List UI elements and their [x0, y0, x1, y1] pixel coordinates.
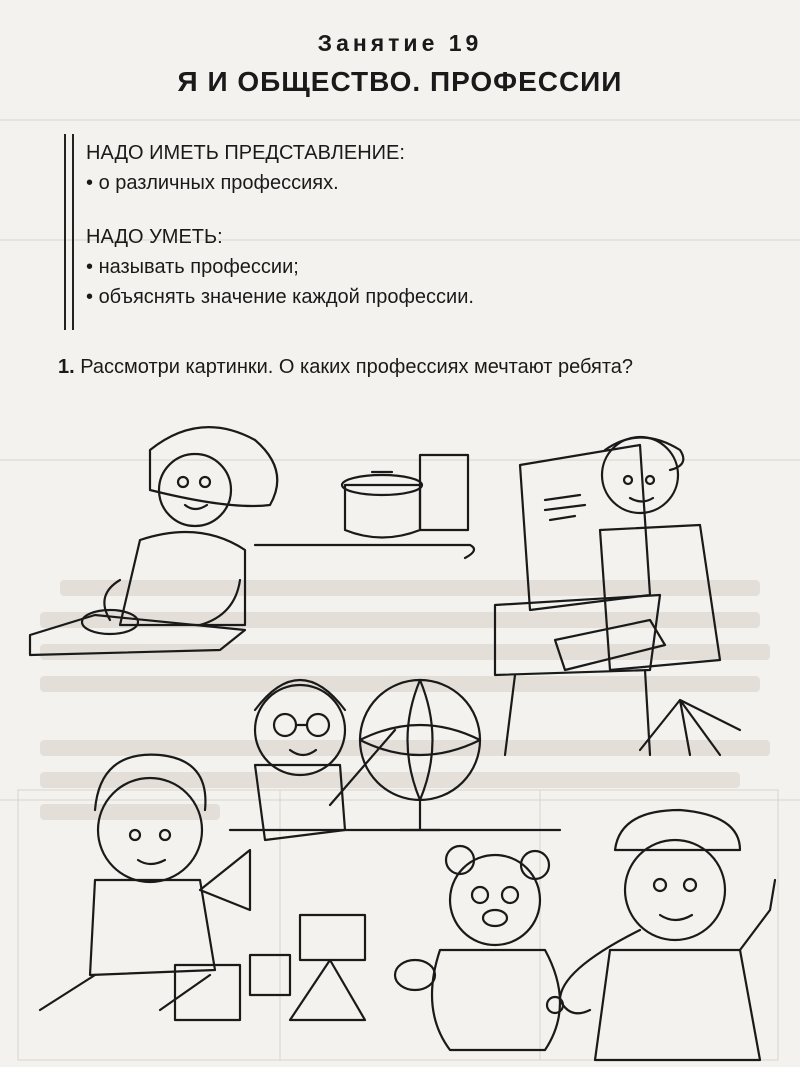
professions-illustration — [0, 410, 800, 1067]
boy-programmer-figure — [495, 437, 740, 755]
goals-margin-bars — [64, 134, 74, 330]
lesson-number: Занятие 19 — [317, 30, 483, 56]
learning-goals-box — [64, 134, 624, 330]
skills-item: • называть профессии; — [86, 254, 474, 280]
boy-builder-figure — [40, 755, 365, 1020]
boy-doctor-figure — [547, 810, 775, 1060]
skills-section-title: НАДО УМЕТЬ: — [86, 226, 223, 248]
task-number: 1. — [58, 356, 75, 378]
know-item: • о различных профессиях. — [86, 170, 474, 196]
teddy-bear-figure — [395, 846, 560, 1050]
girl-cook-figure — [30, 427, 474, 655]
know-section-title: НАДО ИМЕТЬ ПРЕДСТАВЛЕНИЕ: — [86, 142, 405, 164]
skills-item: • объяснять значение каждой профессии. — [86, 284, 474, 310]
task-1 — [58, 356, 633, 379]
page-title: Я И ОБЩЕСТВО. ПРОФЕССИИ — [177, 66, 623, 97]
task-text: Рассмотри картинки. О каких профессиях мечтают ребята? — [80, 356, 634, 378]
